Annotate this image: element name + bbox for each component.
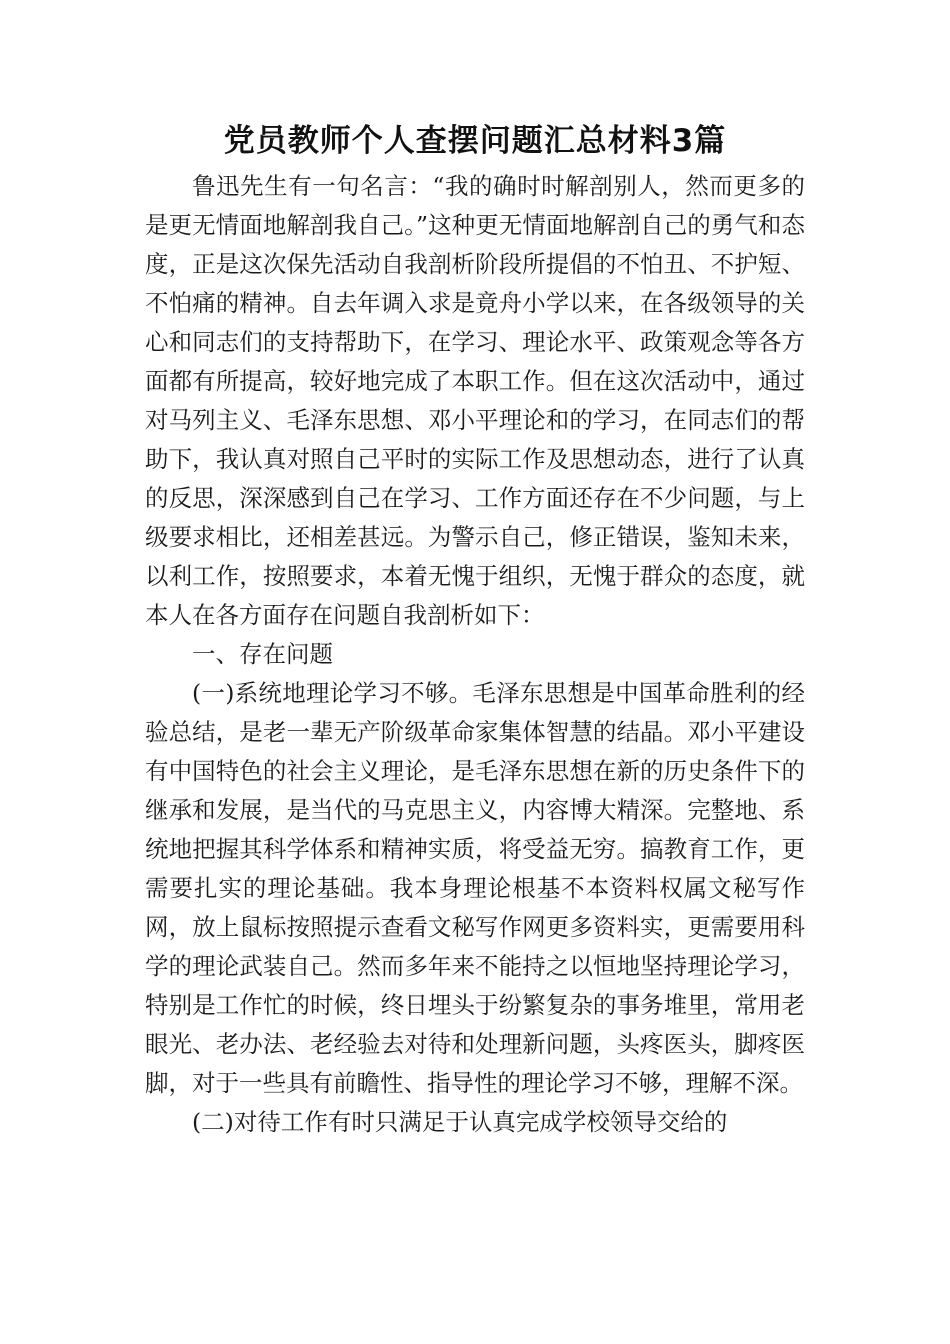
- section-heading-problems: 一、存在问题: [192, 640, 333, 668]
- document-title: 党员教师个人查摆问题汇总材料3篇: [223, 123, 727, 159]
- paragraph-problem-1: (一)系统地理论学习不够。毛泽东思想是中国革命胜利的经验总结，是老一辈无产阶级革命家集体智慧的结晶。邓小平建设有中国特色的社会主义理论，是毛泽东思想在新的历史条件下的继承和发展，是当代的马克思主义，内容博大精深。完整地、系统地把握其科学体系和精神实质，将受益无穷。搞教育工作，更需要扎实的理论基础。我本身理论根基不本资料权属文秘写作网，放上鼠标按照提示查看文秘写作网更多资料实，更需要用科学的理论武装自己。然而多年来不能持之以恒地坚持理论学习，特别是工作忙的时候，终日埋头于纷繁复杂的事务堆里，常用老眼光、老办法、老经验去对待和处理新问题，头疼医头，脚疼医脚，对于一些具有前瞻性、指导性的理论学习不够，理解不深。: [145, 679, 805, 1097]
- document-body: [145, 167, 805, 1142]
- paragraph-problem-2: (二)对待工作有时只满足于认真完成学校领导交给的: [192, 1108, 728, 1136]
- paragraph-intro: 鲁迅先生有一句名言：“我的确时时解剖别人，然而更多的是更无情面地解剖我自己。”这种更无情面地解剖自己的勇气和态度，正是这次保先活动自我剖析阶段所提倡的不怕丑、不护短、不怕痛的精神。自去年调入求是竟舟小学以来，在各级领导的关心和同志们的支持帮助下，在学习、理论水平、政策观念等各方面都有所提高，较好地完成了本职工作。但在这次活动中，通过对马列主义、毛泽东思想、邓小平理论和的学习，在同志们的帮助下，我认真对照自己平时的实际工作及思想动态，进行了认真的反思，深深感到自己在学习、工作方面还存在不少问题，与上级要求相比，还相差甚远。为警示自己，修正错误，鉴知未来，以利工作，按照要求，本着无愧于组织，无愧于群众的态度，就本人在各方面存在问题自我剖析如下：: [145, 172, 805, 629]
